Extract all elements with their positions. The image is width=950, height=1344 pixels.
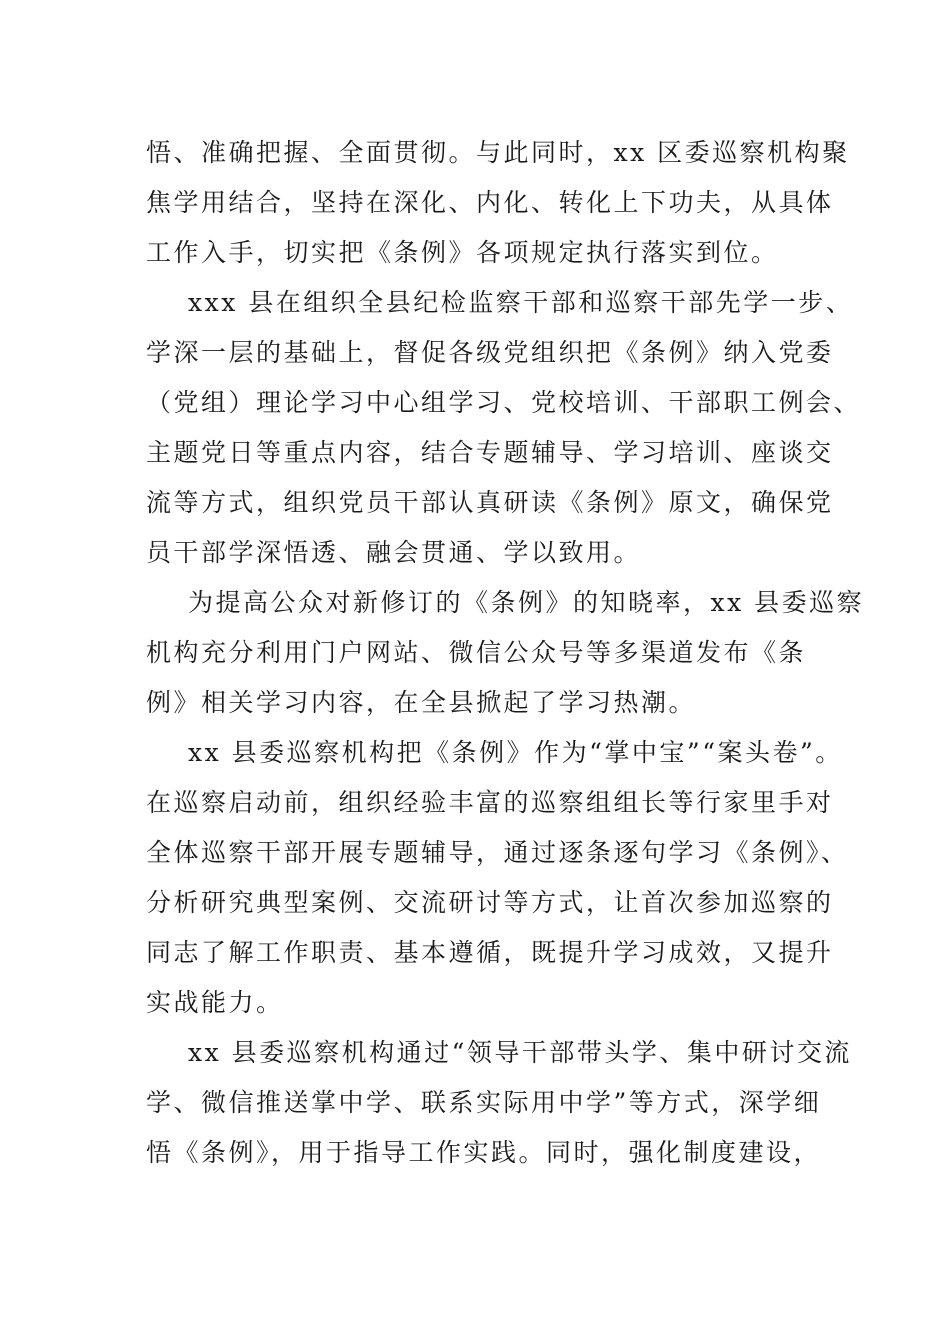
text-line: 同志了解工作职责、基本遵循，既提升学习成效，又提升 (146, 938, 834, 967)
text-line: 分析研究典型案例、交流研讨等方式，让首次参加巡察的 (146, 888, 834, 917)
text-line: 例》相关学习内容，在全县掀起了学习热潮。 (146, 688, 697, 717)
paragraph-3 (146, 578, 865, 728)
text-line: xx 县委巡察机构把《条例》作为“掌中宝”“案头卷”。 (188, 738, 843, 767)
paragraph-2 (146, 278, 862, 578)
text-line: 机构充分利用门户网站、微信公众号等多渠道发布《条 (146, 638, 807, 667)
text-line: 悟《条例》，用于指导工作实践。同时，强化制度建设， (146, 1138, 822, 1167)
text-line: xx 县委巡察机构通过“领导干部带头学、集中研讨交流 (188, 1038, 852, 1067)
text-line: xxx 县在组织全县纪检监察干部和巡察干部先学一步、 (188, 288, 854, 317)
text-line: 为提高公众对新修订的《条例》的知晓率，xx 县委巡察 (188, 588, 865, 617)
text-line: 学、微信推送掌中学、联系实际用中学”等方式，深学细 (146, 1088, 822, 1117)
text-line: 悟、准确把握、全面贯彻。与此同时，xx 区委巡察机构聚 (146, 138, 850, 167)
paragraph-5 (146, 1028, 852, 1178)
text-line: 流等方式，组织党员干部认真研读《条例》原文，确保党 (146, 488, 834, 517)
text-line: （党组）理论学习中心组学习、党校培训、干部职工例会、 (146, 388, 862, 417)
body-text (146, 128, 865, 1178)
text-line: 在巡察启动前，组织经验丰富的巡察组组长等行家里手对 (146, 788, 834, 817)
text-line: 主题党日等重点内容，结合专题辅导、学习培训、座谈交 (146, 438, 834, 467)
paragraph-4 (146, 728, 849, 1028)
paragraph-1 (146, 128, 850, 278)
text-line: 全体巡察干部开展专题辅导，通过逐条逐句学习《条例》、 (146, 838, 849, 867)
text-line: 工作入手，切实把《条例》各项规定执行落实到位。 (146, 238, 779, 267)
text-line: 焦学用结合，坚持在深化、内化、转化上下功夫，从具体 (146, 188, 834, 217)
text-line: 员干部学深悟透、融会贯通、学以致用。 (146, 538, 642, 567)
text-line: 学深一层的基础上，督促各级党组织把《条例》纳入党委 (146, 338, 834, 367)
text-line: 实战能力。 (146, 988, 284, 1017)
